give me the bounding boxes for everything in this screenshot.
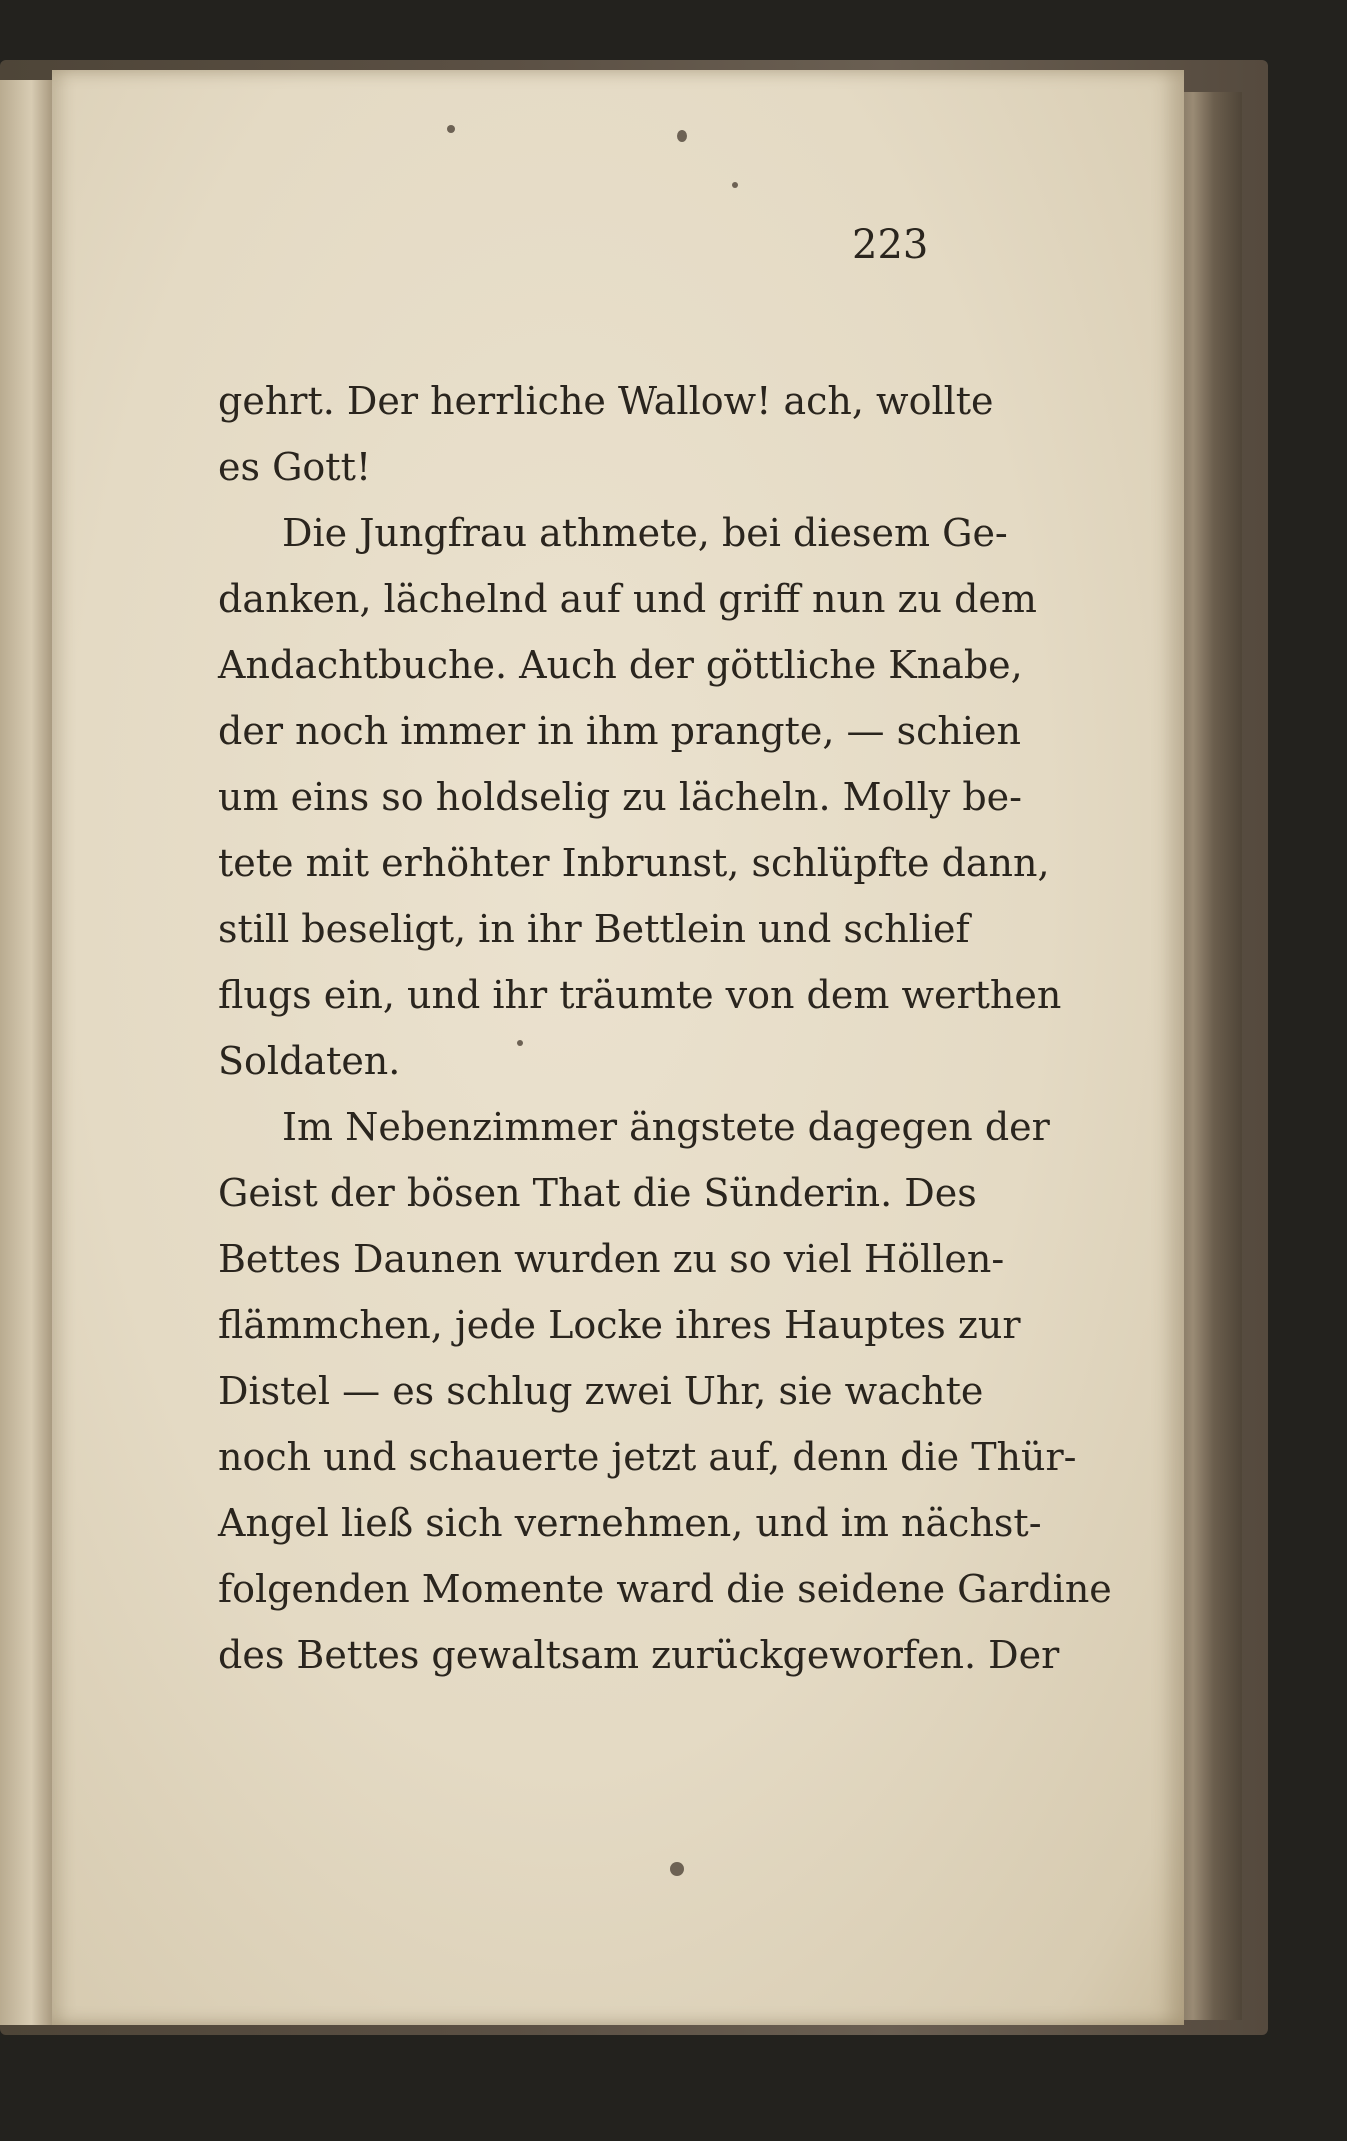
body-text	[218, 368, 1112, 1688]
page-number: 223	[852, 222, 929, 268]
text-line: Die Jungfrau athmete, bei diesem Ge-	[282, 511, 1008, 555]
text-line: still beseligt, in ihr Bettlein und schlief	[218, 907, 970, 951]
paper-speck	[670, 1862, 684, 1876]
text-line: flämmchen, jede Locke ihres Hauptes zur	[218, 1303, 1021, 1347]
text-line: noch und schauerte jetzt auf, denn die Thür-	[218, 1435, 1077, 1479]
text-line: Geist der bösen That die Sünderin. Des	[218, 1171, 977, 1215]
paper-speck	[677, 130, 687, 142]
text-line: Bettes Daunen wurden zu so viel Höllen-	[218, 1237, 1005, 1281]
text-line: folgenden Momente ward die seidene Gardine	[218, 1567, 1112, 1611]
text-line: Distel — es schlug zwei Uhr, sie wachte	[218, 1369, 984, 1413]
paper-speck	[732, 182, 738, 188]
text-line: Im Nebenzimmer ängstete dagegen der	[282, 1105, 1050, 1149]
text-line: danken, lächelnd auf und griff nun zu dem	[218, 577, 1037, 621]
text-line: um eins so holdselig zu lächeln. Molly be-	[218, 775, 1022, 819]
text-line: der noch immer in ihm prangte, — schien	[218, 709, 1021, 753]
text-line: Angel ließ sich vernehmen, und im nächst-	[218, 1501, 1042, 1545]
text-line: tete mit erhöhter Inbrunst, schlüpfte dann,	[218, 841, 1050, 885]
paper-speck	[447, 125, 455, 133]
text-line: gehrt. Der herrliche Wallow! ach, wollte	[218, 379, 994, 423]
text-line: flugs ein, und ihr träumte von dem werthen	[218, 973, 1062, 1017]
text-line: Andachtbuche. Auch der göttliche Knabe,	[218, 643, 1023, 687]
left-page-sliver	[0, 80, 52, 2025]
text-line: es Gott!	[218, 445, 372, 489]
text-line: des Bettes gewaltsam zurückgeworfen. Der	[218, 1633, 1060, 1677]
text-line: Soldaten.	[218, 1039, 401, 1083]
